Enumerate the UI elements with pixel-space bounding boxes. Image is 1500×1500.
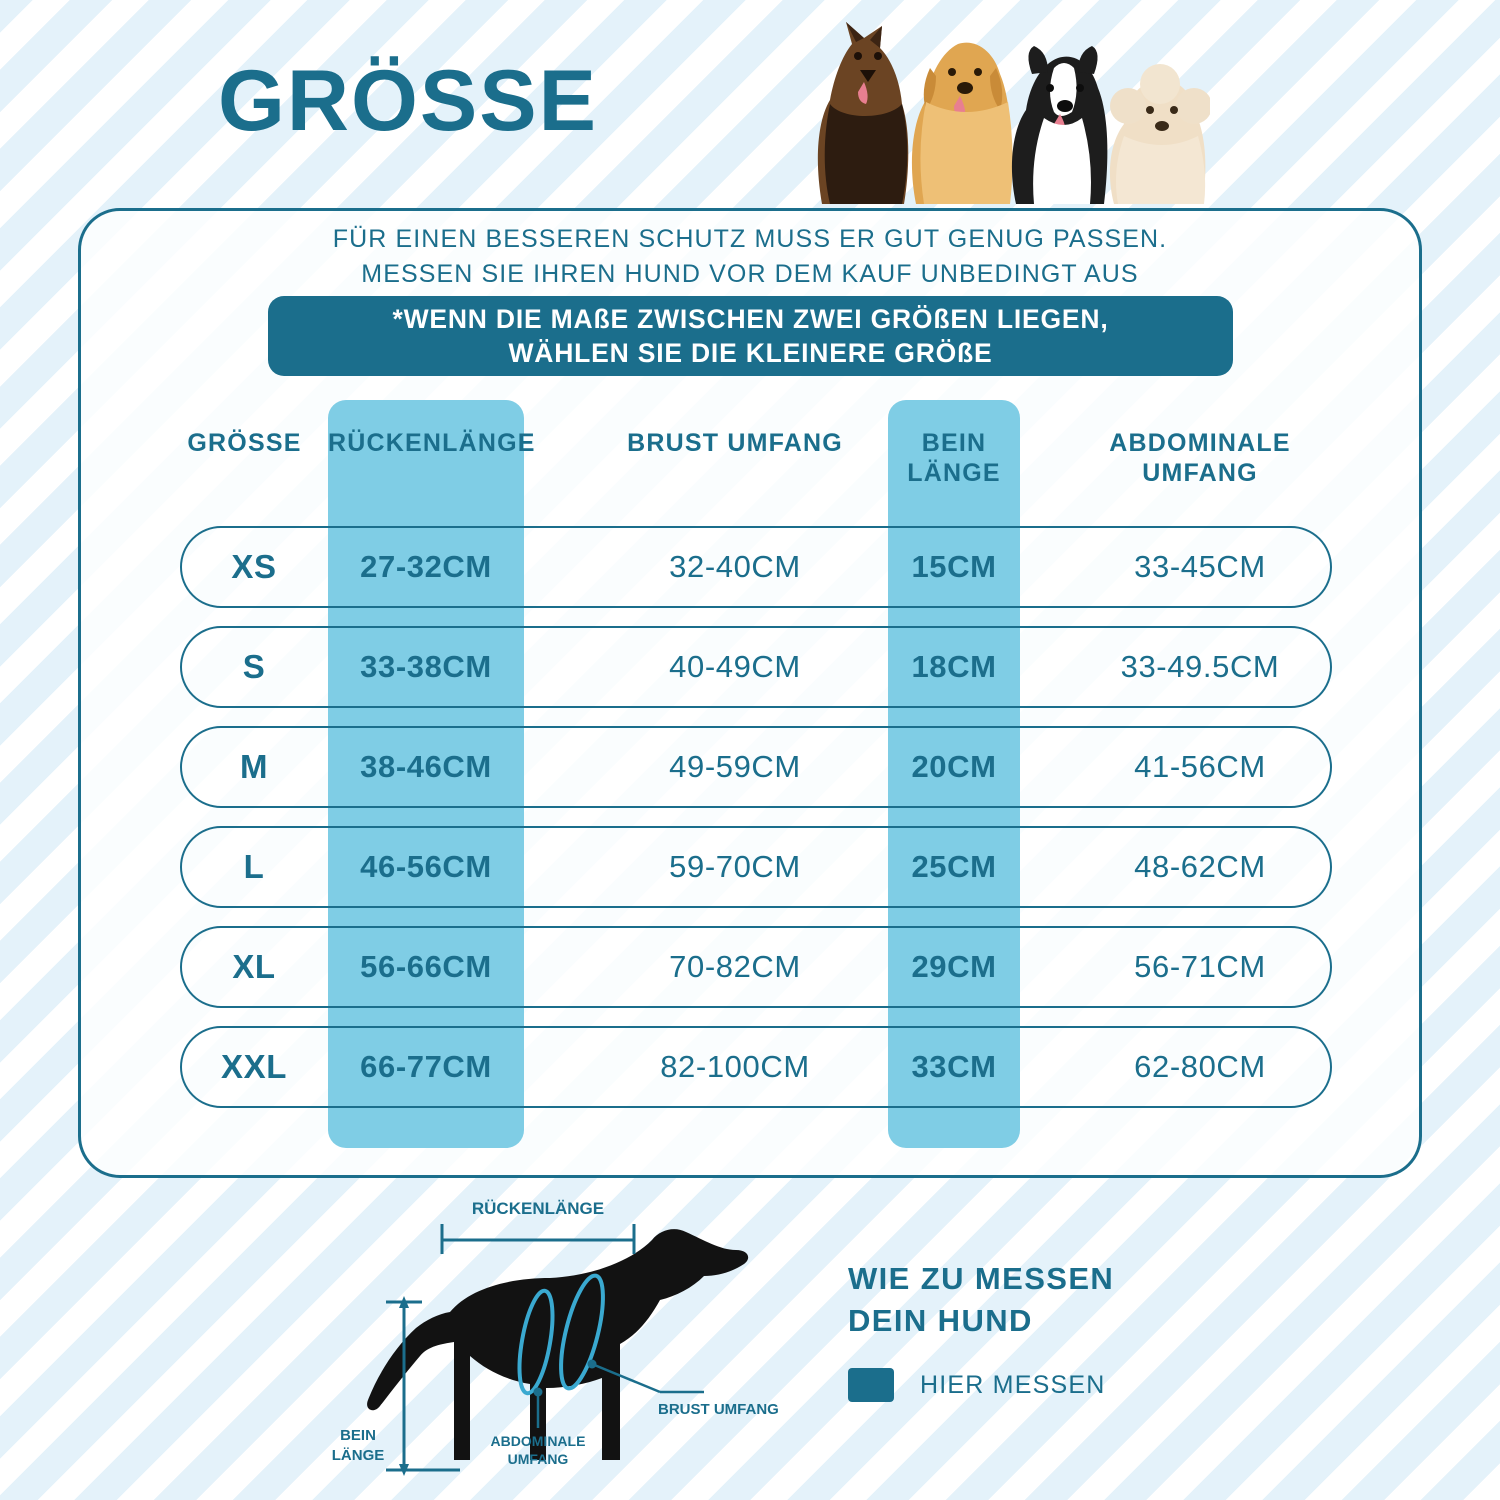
how-to-measure-heading [848, 1258, 1114, 1342]
table-row [150, 518, 1350, 618]
cell-leg-length: 18CM [911, 649, 997, 684]
column-header-leg-length [888, 428, 1020, 488]
label-chest: BRUST UMFANG [658, 1401, 779, 1418]
column-header-abdomen-line-1: ABDOMINALE [1109, 429, 1291, 457]
cell-size: XS [231, 548, 277, 585]
page-title: GRÖSSE [218, 53, 598, 149]
legend-label: HIER MESSEN [920, 1370, 1106, 1399]
label-leg-line-2: LÄNGE [331, 1447, 385, 1464]
cell-chest: 49-59CM [669, 749, 801, 784]
cell-abdomen: 62-80CM [1134, 1049, 1266, 1084]
cell-leg-length: 29CM [911, 949, 997, 984]
how-to-measure-line-1: WIE ZU MESSEN [848, 1261, 1115, 1296]
how-to-measure-line-2: DEIN HUND [848, 1302, 1033, 1338]
column-header-back-length: RÜCKENLÄNGE [328, 429, 536, 457]
table-header-row [150, 400, 1350, 518]
size-table [150, 400, 1350, 1118]
cell-size: M [239, 748, 269, 785]
cell-back-length: 66-77CM [360, 1049, 492, 1084]
dog-breeds-image [790, 8, 1210, 204]
column-header-leg-line-2: LÄNGE [907, 459, 1001, 487]
cell-size: S [242, 648, 266, 685]
cell-chest: 40-49CM [669, 649, 801, 684]
cell-leg-length: 33CM [911, 1049, 997, 1084]
column-header-leg-line-1: BEIN [921, 429, 987, 457]
intro-text [0, 222, 1500, 291]
cell-back-length: 38-46CM [360, 749, 492, 784]
cell-back-length: 46-56CM [360, 849, 492, 884]
notice-line-1: *WENN DIE MAßE ZWISCHEN ZWEI GRÖßEN LIEGEN, [392, 303, 1109, 334]
intro-line-2: MESSEN SIE IHREN HUND VOR DEM KAUF UNBEDINGT AUS [361, 259, 1139, 288]
cell-back-length: 56-66CM [360, 949, 492, 984]
legend-color-swatch [848, 1368, 894, 1402]
table-row [150, 618, 1350, 718]
label-leg-line-1: BEIN [340, 1427, 376, 1444]
cell-chest: 32-40CM [669, 549, 801, 584]
label-abdomen-line-1: ABDOMINALE [490, 1433, 586, 1449]
table-row [150, 718, 1350, 818]
table-row [150, 918, 1350, 1018]
cell-leg-length: 25CM [911, 849, 997, 884]
cell-size: XL [232, 948, 276, 985]
label-back-length: RÜCKENLÄNGE [471, 1199, 605, 1218]
measurement-diagram [300, 1192, 820, 1492]
cell-abdomen: 41-56CM [1134, 749, 1266, 784]
cell-back-length: 27-32CM [360, 549, 492, 584]
notice-banner [268, 296, 1233, 376]
intro-line-1: FÜR EINEN BESSEREN SCHUTZ MUSS ER GUT GENUG PASSEN. [332, 225, 1168, 253]
cell-abdomen: 33-49.5CM [1120, 649, 1280, 684]
column-header-chest: BRUST UMFANG [627, 429, 843, 457]
table-row [150, 1018, 1350, 1118]
cell-chest: 59-70CM [669, 849, 801, 884]
column-header-abdomen [1050, 428, 1350, 488]
cell-size: XXL [221, 1048, 287, 1085]
cell-size: L [243, 848, 265, 885]
legend [848, 1368, 1105, 1402]
cell-abdomen: 48-62CM [1134, 849, 1266, 884]
cell-leg-length: 15CM [911, 549, 997, 584]
table-row [150, 818, 1350, 918]
cell-back-length: 33-38CM [360, 649, 492, 684]
cell-leg-length: 20CM [911, 749, 997, 784]
cell-chest: 82-100CM [660, 1049, 810, 1084]
cell-chest: 70-82CM [669, 949, 801, 984]
cell-abdomen: 33-45CM [1134, 549, 1266, 584]
column-header-size: GRÖSSE [187, 429, 302, 457]
notice-line-2: WÄHLEN SIE DIE KLEINERE GRÖßE [508, 338, 993, 368]
column-header-abdomen-line-2: UMFANG [1142, 459, 1258, 487]
cell-abdomen: 56-71CM [1134, 949, 1266, 984]
label-abdomen-line-2: UMFANG [507, 1451, 569, 1467]
